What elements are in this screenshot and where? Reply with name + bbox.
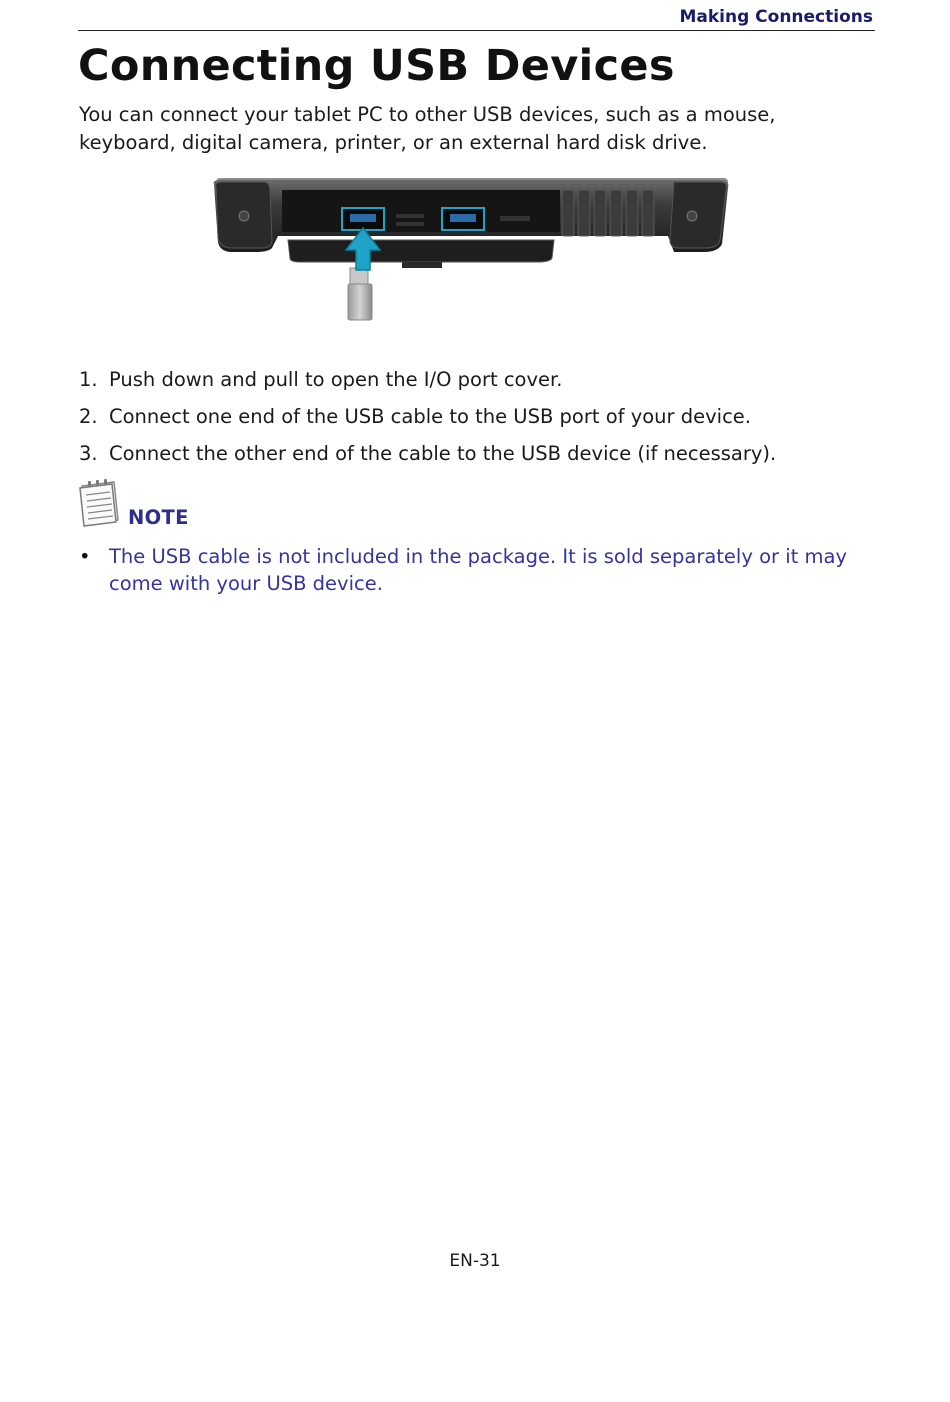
step-text: Push down and pull to open the I/O port cover. xyxy=(109,368,563,391)
note-label: NOTE xyxy=(128,506,189,529)
bullet: • xyxy=(79,545,91,568)
step-text: Connect one end of the USB cable to the USB port of your device. xyxy=(109,405,751,428)
section-title: Making Connections xyxy=(679,7,873,27)
page-number: EN-31 xyxy=(449,1251,501,1271)
step-number: 3. xyxy=(79,442,98,465)
running-header xyxy=(78,6,875,31)
list-item xyxy=(79,440,776,468)
step-number: 2. xyxy=(79,405,98,428)
step-text: Connect the other end of the cable to the USB device (if necessary). xyxy=(109,442,777,465)
steps-list xyxy=(79,366,776,477)
device-usb-port-illustration xyxy=(208,172,734,322)
page-title: Connecting USB Devices xyxy=(78,41,675,91)
note-text: The USB cable is not included in the package. It is sold separately or it may come with your USB device. xyxy=(109,545,847,595)
step-number: 1. xyxy=(79,368,98,391)
intro-paragraph: You can connect your tablet PC to other USB devices, such as a mouse, keyboard, digital camera, printer, or an external hard disk drive. xyxy=(79,103,776,154)
notepad-icon xyxy=(78,478,124,528)
list-item xyxy=(79,403,776,431)
list-item xyxy=(79,366,776,394)
